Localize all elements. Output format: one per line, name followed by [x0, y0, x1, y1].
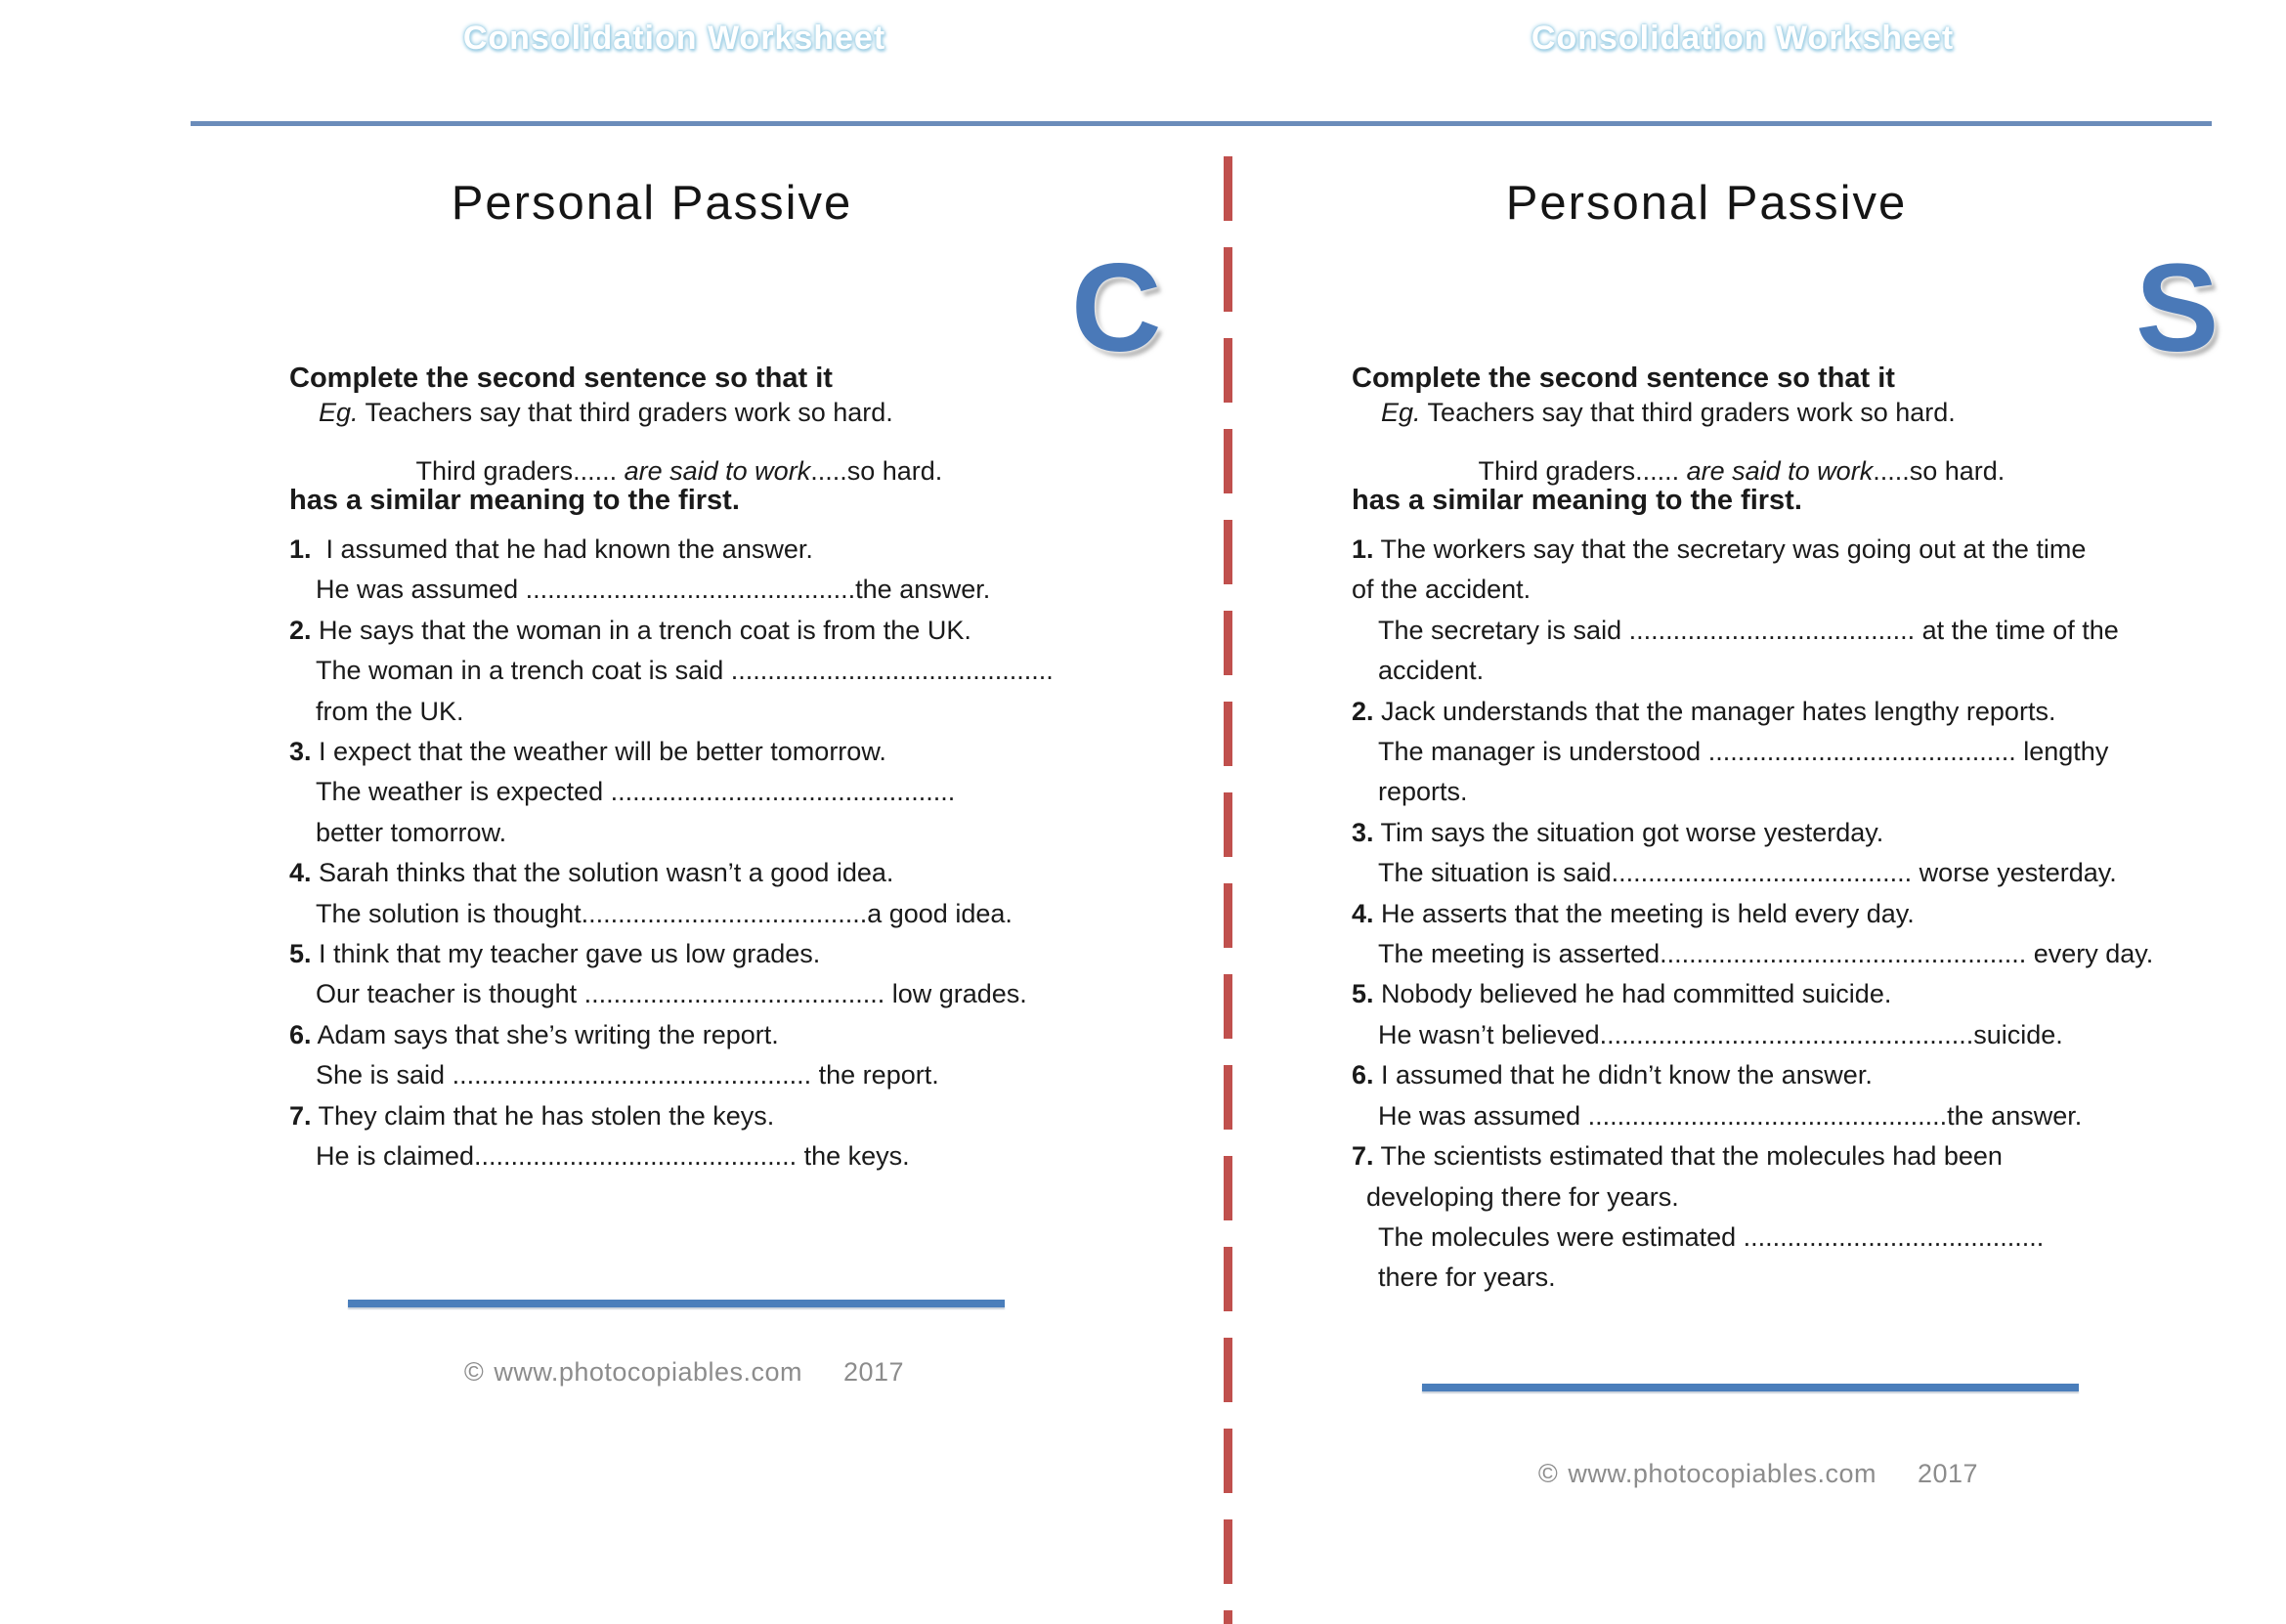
copyright-symbol: ©: [1537, 1459, 1559, 1488]
example-answer: [387, 426, 942, 517]
exercise-item: [289, 934, 1054, 1015]
instruction-line-1: Complete the second sentence so that it: [1352, 363, 1895, 394]
exercise-item: [1352, 1136, 2153, 1299]
header-title-left: Consolidation Worksheet: [462, 20, 886, 57]
instruction-line-2: has a similar meaning to the first.: [289, 484, 740, 516]
item-text: Sarah thinks that the solution wasn’t a good idea.: [311, 858, 894, 888]
worksheet-title: Personal Passive: [1505, 177, 1908, 230]
item-text: I expect that the weather will be better tomorrow.: [311, 737, 886, 767]
item-number: 4.: [289, 858, 312, 888]
footer-rule-right: [1422, 1384, 2079, 1391]
item-prompt-line: [1352, 530, 2153, 570]
exercise-item: [289, 611, 1054, 732]
worksheet-column-right: [1352, 176, 2280, 1293]
item-text: They claim that he has stolen the keys.: [311, 1100, 775, 1131]
item-text: Jack understands that the manager hates lengthy reports.: [1373, 696, 2056, 726]
item-answer-line: [1352, 1015, 2153, 1055]
exercise-item: [1352, 974, 2153, 1055]
example-text: Teachers say that third graders work so hard.: [358, 398, 893, 427]
item-answer-line: [289, 1136, 1054, 1176]
example-answer-post: .....so hard.: [1873, 456, 2006, 486]
example-answer-italic: are said to work: [624, 456, 811, 486]
item-prompt-line: [1352, 1136, 2153, 1176]
item-number: 3.: [289, 737, 312, 767]
example-label: Eg.: [319, 398, 359, 427]
item-text: The meeting is asserted.................................................. every day.: [1378, 939, 2154, 969]
item-text: The weather is expected ...............................................: [316, 777, 956, 807]
item-text: The secretary is said ....................................... at the time of the: [1378, 615, 2119, 645]
item-answer-line: [289, 651, 1054, 691]
footer-credit-right: [1523, 1429, 1978, 1489]
item-answer-line: [289, 570, 1054, 610]
item-text: Adam says that she’s writing the report.: [311, 1019, 779, 1049]
worksheet-column-left: [289, 176, 1149, 1172]
item-text: from the UK.: [316, 696, 464, 726]
item-text: The scientists estimated that the molecules had been: [1373, 1141, 2003, 1172]
item-number: 1.: [1352, 534, 1374, 564]
example-label: Eg.: [1381, 398, 1421, 427]
dashed-column-divider: [1224, 156, 1232, 1624]
example-answer-pre: Third graders......: [415, 456, 625, 486]
item-prompt-line: [289, 1096, 1054, 1136]
item-number: 7.: [1352, 1141, 1374, 1172]
item-text: The solution is thought.......................................a good idea.: [316, 898, 1013, 928]
exercise-item: [1352, 692, 2153, 813]
item-text: I assumed that he had known the answer.: [311, 534, 813, 564]
item-text: The workers say that the secretary was going out at the time: [1373, 534, 2087, 564]
item-text: He asserts that the meeting is held every day.: [1373, 898, 1915, 928]
item-text: there for years.: [1378, 1262, 1556, 1293]
item-answer-line: [1352, 570, 2153, 610]
exercise-item: [1352, 813, 2153, 894]
item-number: 2.: [1352, 696, 1374, 726]
item-text: Tim says the situation got worse yesterday.: [1373, 817, 1884, 847]
item-prompt-line: [289, 1015, 1054, 1055]
item-text: The manager is understood .......................................... lengthy: [1378, 737, 2109, 767]
item-text: accident.: [1378, 656, 1485, 686]
item-prompt-line: [1352, 1055, 2153, 1095]
item-number: 6.: [1352, 1060, 1374, 1090]
item-text: The molecules were estimated .........................................: [1378, 1221, 2045, 1252]
exercise-item: [1352, 530, 2153, 692]
instruction-line-2: has a similar meaning to the first.: [1352, 484, 1802, 516]
worksheet-title: Personal Passive: [451, 177, 853, 230]
item-text: He says that the woman in a trench coat is from the UK.: [311, 615, 971, 645]
exercise-item: [289, 1015, 1054, 1096]
item-answer-line: [289, 1055, 1054, 1095]
item-text: He was assumed .............................................the answer.: [316, 575, 991, 605]
item-number: 5.: [289, 939, 312, 969]
item-number: 7.: [289, 1100, 312, 1131]
exercise-list-left: [289, 530, 1054, 1177]
item-text: The woman in a trench coat is said ............................................: [316, 656, 1054, 686]
example-answer-post: .....so hard.: [810, 456, 943, 486]
item-answer-line: [289, 813, 1054, 853]
item-answer-line: [1352, 1096, 2153, 1136]
item-text: He wasn’t believed...................................................suicide.: [1378, 1019, 2063, 1049]
item-prompt-line: [289, 853, 1054, 893]
item-answer-line: [1352, 651, 2153, 691]
header-rule: [191, 121, 2212, 126]
item-text: He was assumed .................................................the answer.: [1378, 1100, 2083, 1131]
item-answer-line: [289, 692, 1054, 732]
item-number: 2.: [289, 615, 312, 645]
exercise-item: [289, 1096, 1054, 1177]
footer-year: 2017: [1918, 1459, 1979, 1488]
item-text: better tomorrow.: [316, 817, 507, 847]
exercise-list-right: [1352, 530, 2153, 1299]
item-answer-line: [289, 772, 1054, 812]
item-prompt-line: [289, 934, 1054, 974]
item-answer-line: [1352, 732, 2153, 772]
item-answer-line: [1352, 1177, 2153, 1218]
exercise-item: [289, 530, 1054, 611]
header-title-right: Consolidation Worksheet: [1531, 20, 1955, 57]
footer-site-url: www.photocopiables.com: [494, 1357, 803, 1387]
item-text: Nobody believed he had committed suicide.: [1373, 979, 1892, 1009]
item-text: reports.: [1378, 777, 1468, 807]
exercise-item: [1352, 894, 2153, 975]
item-prompt-line: [289, 530, 1054, 570]
item-answer-line: [289, 974, 1054, 1014]
instruction-line-1: Complete the second sentence so that it: [289, 363, 833, 394]
item-prompt-line: [289, 611, 1054, 651]
item-text: She is said ................................................. the report.: [316, 1060, 939, 1090]
example-answer-pre: Third graders......: [1478, 456, 1687, 486]
copyright-symbol: ©: [463, 1357, 485, 1387]
version-letter-s: S: [2135, 238, 2220, 378]
footer-rule-left: [348, 1300, 1005, 1307]
item-text: He is claimed............................................ the keys.: [316, 1141, 910, 1172]
version-letter-c: C: [1071, 238, 1162, 378]
item-prompt-line: [1352, 894, 2153, 934]
item-prompt-line: [1352, 692, 2153, 732]
item-text: developing there for years.: [1366, 1181, 1679, 1212]
item-text: Our teacher is thought ......................................... low grades.: [316, 979, 1027, 1009]
item-prompt-line: [289, 732, 1054, 772]
item-answer-line: [1352, 853, 2153, 893]
item-answer-line: [289, 894, 1054, 934]
item-number: 4.: [1352, 898, 1374, 928]
footer-year: 2017: [843, 1357, 905, 1387]
item-answer-line: [1352, 611, 2153, 651]
item-text: The situation is said......................................... worse yesterday.: [1378, 858, 2117, 888]
footer-site-url: www.photocopiables.com: [1568, 1459, 1877, 1488]
item-answer-line: [1352, 1258, 2153, 1298]
item-text: I think that my teacher gave us low grades.: [311, 939, 821, 969]
item-number: 1.: [289, 534, 312, 564]
example-answer-italic: are said to work: [1686, 456, 1874, 486]
item-answer-line: [1352, 1218, 2153, 1258]
item-text: of the accident.: [1352, 575, 1531, 605]
example-answer: [1449, 426, 2005, 517]
item-text: I assumed that he didn’t know the answer.: [1373, 1060, 1873, 1090]
item-prompt-line: [1352, 813, 2153, 853]
exercise-item: [1352, 1055, 2153, 1136]
item-number: 6.: [289, 1019, 312, 1049]
item-answer-line: [1352, 772, 2153, 812]
item-answer-line: [1352, 934, 2153, 974]
item-number: 5.: [1352, 979, 1374, 1009]
item-prompt-line: [1352, 974, 2153, 1014]
item-number: 3.: [1352, 817, 1374, 847]
example-text: Teachers say that third graders work so hard.: [1420, 398, 1956, 427]
exercise-item: [289, 732, 1054, 853]
exercise-item: [289, 853, 1054, 934]
footer-credit-left: [449, 1327, 904, 1388]
